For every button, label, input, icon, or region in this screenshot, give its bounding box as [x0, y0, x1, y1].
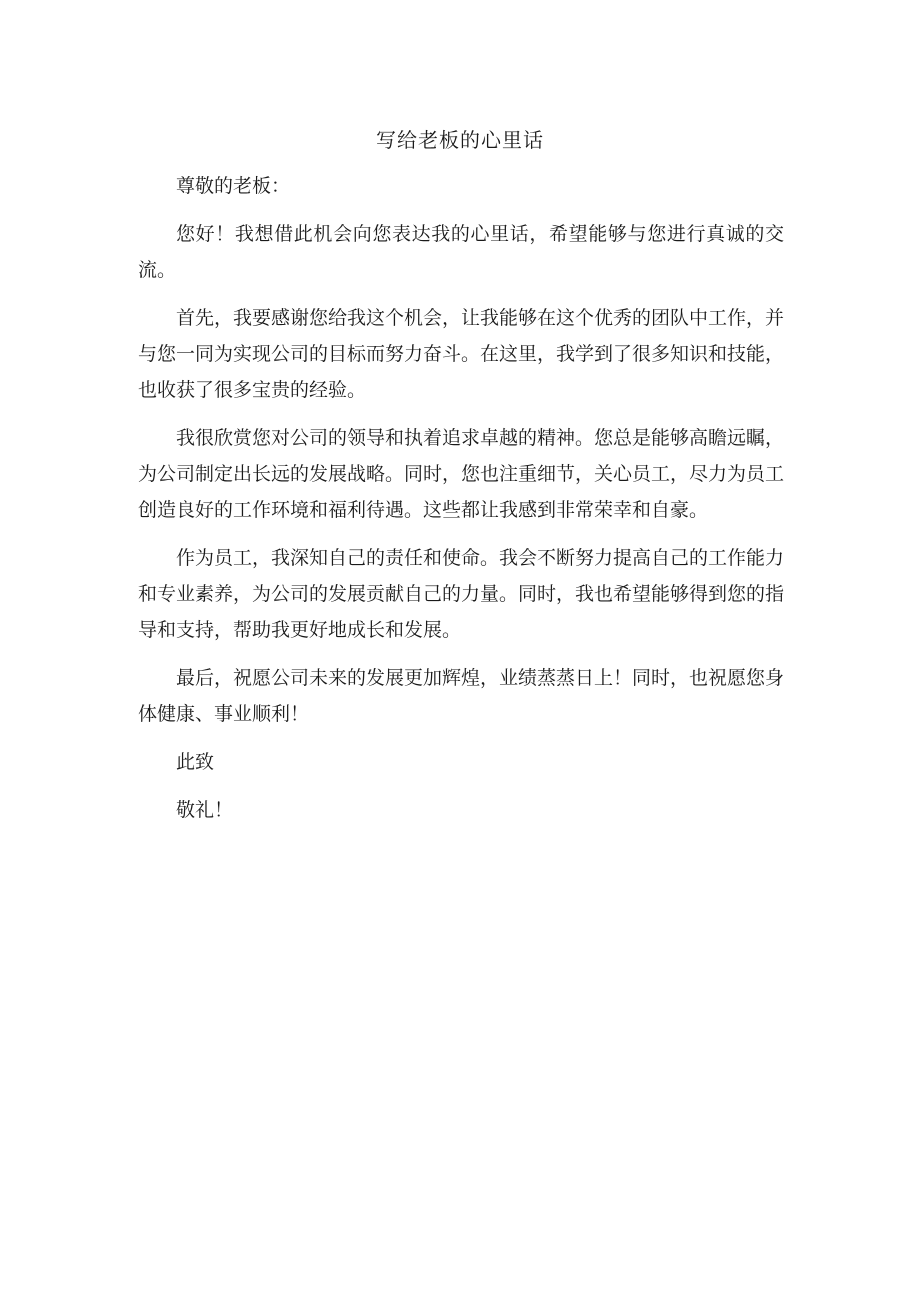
- document-body: [138, 168, 784, 840]
- document-title: 写给老板的心里话: [376, 128, 544, 152]
- paragraph-wishes: 最后，祝愿公司未来的发展更加辉煌，业绩蒸蒸日上！同时，也祝愿您身体健康、事业顺利！: [138, 667, 785, 725]
- paragraph-greeting: 您好！我想借此机会向您表达我的心里话，希望能够与您进行真诚的交流。: [138, 223, 784, 281]
- closing-salute: 敬礼！: [176, 799, 234, 821]
- paragraph-responsibility: 作为员工，我深知自己的责任和使命。我会不断努力提高自己的工作能力和专业素养，为公司的发展贡献自己的力量。同时，我也希望能够得到您的指导和支持，帮助我更好地成长和发展。: [138, 547, 785, 641]
- paragraph-appreciation: 我很欣赏您对公司的领导和执着追求卓越的精神。您总是能够高瞻远瞩，为公司制定出长远的发展战略。同时，您也注重细节，关心员工，尽力为员工创造良好的工作环境和福利待遇。这些都让我感到非常荣幸和自豪。: [138, 427, 785, 521]
- salutation: 尊敬的老板：: [176, 175, 291, 197]
- paragraph-thanks: 首先，我要感谢您给我这个机会，让我能够在这个优秀的团队中工作，并与您一同为实现公司的目标而努力奋斗。在这里，我学到了很多知识和技能，也收获了很多宝贵的经验。: [138, 307, 785, 401]
- closing-line: 此致: [176, 751, 215, 773]
